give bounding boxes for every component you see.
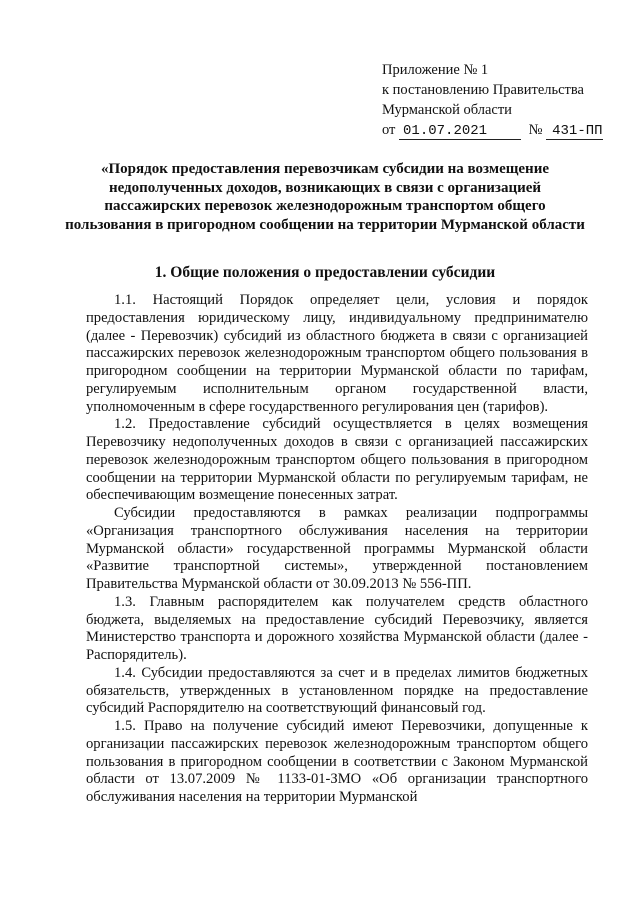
document-body — [86, 292, 588, 807]
paragraph-1-5: 1.5. Право на получение субсидий имеют Перевозчики, допущенные к организации пассажирских перевозок железнодорожным транспортом общего пользования в пригородном сообщении в соответствии с Законом Мурманской области от 13.07.2009 № 1133-01-ЗМО «Об организации транспортного обслуживания населения на территории Мурманской — [86, 718, 588, 805]
paragraph-1-2: 1.2. Предоставление субсидий осуществляется в целях возмещения Перевозчику недополученных доходов в связи с организацией пассажирских перевозок железнодорожным транспортом общего пользования в пригородном сообщении на территории Мурманской области по регулируемым тарифам, не обеспечивающим возмещение понесенных затрат. — [86, 416, 588, 504]
section-heading: 1. Общие положения о предоставлении субсидии — [154, 264, 496, 281]
decree-date: 01.07.2021 — [399, 123, 521, 140]
decree-number: 431-ПП — [546, 123, 602, 140]
number-prefix: № — [528, 122, 543, 138]
appendix-line-3: Мурманской области — [382, 102, 512, 118]
document-title: «Порядок предоставления перевозчикам субсидии на возмещение недополученных доходов, возникающих в связи с организацией пассажирских перевозок железнодорожным транспортом общего пользования в пригородном сообщении на территории Мурманской области — [65, 161, 585, 233]
paragraph-1-1: 1.1. Настоящий Порядок определяет цели, условия и порядок предоставления юридическому лицу, индивидуальному предпринимателю (далее - Перевозчик) субсидий из областного бюджета в связи с организацией пассажирских перевозок железнодорожным транспортом общего пользования в пригородном сообщении на территории Мурманской области по тарифам, регулируемым исполнительным органом государственной власти, уполномоченным в сфере государственного регулирования цен (тарифов). — [86, 292, 588, 415]
appendix-date-line — [382, 120, 603, 140]
appendix-block — [382, 60, 603, 140]
paragraph-1-3: 1.3. Главным распорядителем как получателем средств областного бюджета, выделяемых на предоставление субсидий Перевозчику, является Министерство транспорта и дорожного хозяйства Мурманской области (далее - Распорядитель). — [86, 593, 588, 663]
paragraph-1-2-subsidies: Субсидии предоставляются в рамках реализации подпрограммы «Организация транспортного обслуживания населения на территории Мурманской области» государственной программы Мурманской области «Развитие транспортной системы», утвержденной постановлением Правительства Мурманской области от 30.09.2013 № 556-ПП. — [86, 505, 588, 592]
paragraph-1-4: 1.4. Субсидии предоставляются за счет и в пределах лимитов бюджетных обязательств, утвержденных в установленном порядке на предоставление субсидий Распорядителю на соответствующий финансовый год. — [86, 664, 588, 717]
appendix-line-1: Приложение № 1 — [382, 62, 489, 78]
appendix-line-2: к постановлению Правительства — [382, 82, 584, 98]
date-prefix: от — [382, 122, 396, 138]
